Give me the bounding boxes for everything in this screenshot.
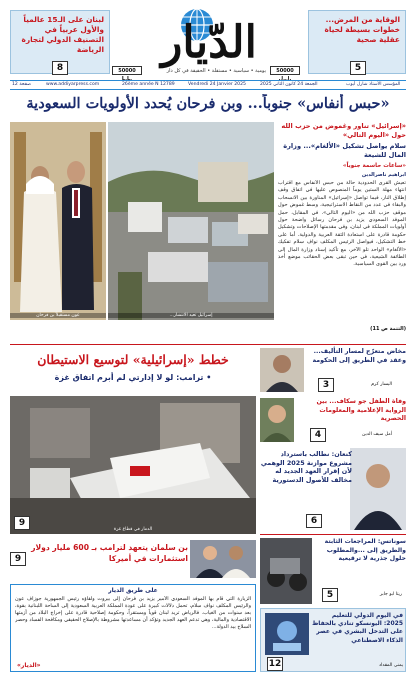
- gaza-caption: الدمار في قطاع غزة: [113, 527, 153, 532]
- lead-story[interactable]: [278, 122, 406, 342]
- photo-aoun-bin-farhan[interactable]: [10, 122, 106, 320]
- website-link[interactable]: www.addiyarpress.com: [46, 82, 100, 87]
- lead-bullet-2: سلام يواصل تشكيل «الألغام»... وزارة المال للشيعة: [283, 142, 406, 159]
- info-bar: [10, 80, 406, 90]
- photo-south-return[interactable]: [108, 122, 274, 320]
- divider: [260, 534, 406, 535]
- lead-continued: (التتمة ص 11): [370, 326, 406, 332]
- right-item-3-text: كنعان: نطالب باسترداد مشروع موازنة 2025 الوهمي لأن إقرار العهد الجديد له مخالف للأصول الدستورية: [260, 450, 352, 484]
- editorial-box[interactable]: [10, 584, 256, 672]
- right-item-1[interactable]: [260, 348, 406, 392]
- photo-gaza[interactable]: [10, 348, 256, 534]
- masthead-slogan: يومية • سياسية • مستقلة • الحقيقة في كل دار: [166, 68, 266, 74]
- gaza-subtitle: • ترامب: لو لا إدارتي لم أبرم اتفاق غزة: [54, 373, 212, 382]
- founder: المؤسس الأستاذ شارل أيوب: [346, 82, 401, 87]
- teaser-left-page: 8: [52, 61, 68, 75]
- right-item-2-text: وفاة الطفل جو سكاف... بين الرواية الإعلامية والمعلومات الحصرية: [316, 398, 406, 423]
- right-item-5-author: يمنى المقداد: [379, 663, 403, 668]
- right-item-5-page: 12: [268, 659, 282, 669]
- right-item-3-photo: [350, 448, 406, 530]
- right-item-5-photo: [265, 613, 309, 655]
- gaza-page: 9: [14, 516, 30, 530]
- lead-bullet-1: «إسرائيل» تناور وغموض من حزب الله حول «اليوم التالي»: [281, 122, 406, 139]
- teaser-left-text: لبنان على الـ15 عالمياً والأول عربياً في التصنيف الدولي لتجارة الرياضة: [21, 15, 104, 54]
- lead-body: تعيش القرى الحدودية حالة من حبس الأنفاس مع اقتراب انتهاء مهلة الستين يوماً المنصوص عليها في اتفاق وقف إطلاق النار، فيما تواصل «إسرائيل» المناورة بين الانسحاب والبقاء في عدد من النقاط الاستراتيجية، وسط غموض حول موقف حزب الله من «اليوم التالي». في المقابل، حمل الموفد السعودي يزيد بن فرحان رسائل واضحة حول أولويات المملكة في لبنان، وفي مقدمتها الإصلاحات وتشكيل حكومة قادرة على استعادة الثقة العربية والدولية. أما على خط التشكيل، فيواصل الرئيس المكلف نواف سلام تفكيك «الألغام» الواحد تلو الآخر، مع تأكيد إسناد وزارة المال إلى الطائفة الشيعية، في حين تبقى بعض الحقائب موضع أخذ ورد بين القوى السياسية.: [278, 180, 406, 268]
- editorial-sign: «الديار»: [17, 662, 41, 669]
- right-item-3-page: 6: [306, 514, 322, 528]
- right-item-4-text: سوناتس: المراجعات الثابتة والطريق إلى ...والمطلوب حلول جذرية لا ترقيعية: [324, 538, 406, 563]
- right-item-1-page: 3: [318, 378, 334, 392]
- right-item-4[interactable]: [260, 538, 406, 604]
- main-headline[interactable]: «حبس أنفاس» جنوباً... وبن فرحان يُحدد الأولويات السعودية: [26, 95, 390, 112]
- teaser-right-page: 5: [350, 61, 366, 75]
- issue-fr: 26ème année N 12789: [122, 82, 175, 87]
- right-item-4-photo: [260, 538, 312, 604]
- pages-count: 12 صفحة: [12, 82, 31, 87]
- right-item-1-photo: [260, 348, 304, 392]
- lead-author: ابراهيم ناصرالدين: [361, 172, 406, 178]
- bottom-left-item[interactable]: [10, 540, 256, 578]
- editorial-body: الزيارة التي قام بها الموفد السعودي الأمير يزيد بن فرحان إلى بيروت ولقاؤه رئيس الجمهورية جوزاف عون والرئيس المكلف نواف سلام، تحمل دلالات كبيرة على عودة المملكة العربية السعودية إلى الساحة اللبنانية بقوة، بعد سنوات من الغياب. فالرياض تريد لبنان قوياً ومستقراً، وحكومة إصلاحية قادرة على إخراج البلاد من أزمتها الاقتصادية والمالية، وهي تدعم العهد الجديد وتؤكد أن مساعدتها مشروطة بالإصلاح الحقيقي ومكافحة الفساد وحصر السلاح بيد الدولة...: [15, 596, 251, 630]
- right-item-2-author: أمل سيف الدين: [362, 432, 392, 437]
- lead-bullet-3: «ساعات حاسمة جنوباً»: [342, 163, 406, 169]
- date-fr: Vendredi 24 Janvier 2025: [188, 82, 246, 87]
- bottom-left-text: بن سلمان يتعهد لترامب بـ 600 مليار دولار استثمارات في أميركا: [31, 543, 188, 563]
- masthead-logo: الدّيار: [161, 17, 257, 68]
- price-lbp-latin: 50000 L.L.: [112, 66, 142, 75]
- right-item-5[interactable]: [260, 608, 406, 672]
- right-item-2-page: 4: [310, 428, 326, 442]
- bottom-left-photo: [190, 540, 256, 578]
- editorial-title: على طريق الديار: [108, 587, 158, 594]
- divider: [10, 344, 406, 345]
- masthead-logo-area: [112, 8, 306, 70]
- right-item-1-text: مخاض متعرّج لمسار التأليف... وعقد في الطريق إلى الحكومة: [312, 348, 406, 364]
- bottom-left-page: 9: [10, 552, 26, 566]
- right-item-2-photo: [260, 398, 294, 442]
- right-item-5-text: في اليوم الدولي للتعليم 2025: اليونسكو تنادي بالحفاظ على التدخل البشري في عصر الذكاء الاصطناعي: [312, 612, 403, 644]
- gaza-title[interactable]: خطط «إسرائيلية» لتوسيع الاستيطان: [37, 352, 229, 367]
- right-item-4-page: 5: [322, 588, 338, 602]
- right-item-4-author: ريتا ابو جابر: [379, 592, 402, 597]
- right-item-2[interactable]: [260, 398, 406, 442]
- price-lbp: 50000 ل.ل.: [270, 66, 300, 75]
- right-item-3[interactable]: [260, 448, 406, 530]
- right-item-1-author: اليسار كرم: [371, 382, 392, 387]
- photo-right-caption: إسرائيل تعيد الانتشار...: [108, 313, 274, 318]
- date-ar: الجمعة 24 كانون الثاني 2025: [260, 82, 318, 87]
- teaser-right-text: الوقاية من المرض... خطوات بسيطة لحياة عقلية صحية: [324, 15, 400, 44]
- photo-left-caption: عون مستقبلاً بن فرحان: [10, 313, 106, 318]
